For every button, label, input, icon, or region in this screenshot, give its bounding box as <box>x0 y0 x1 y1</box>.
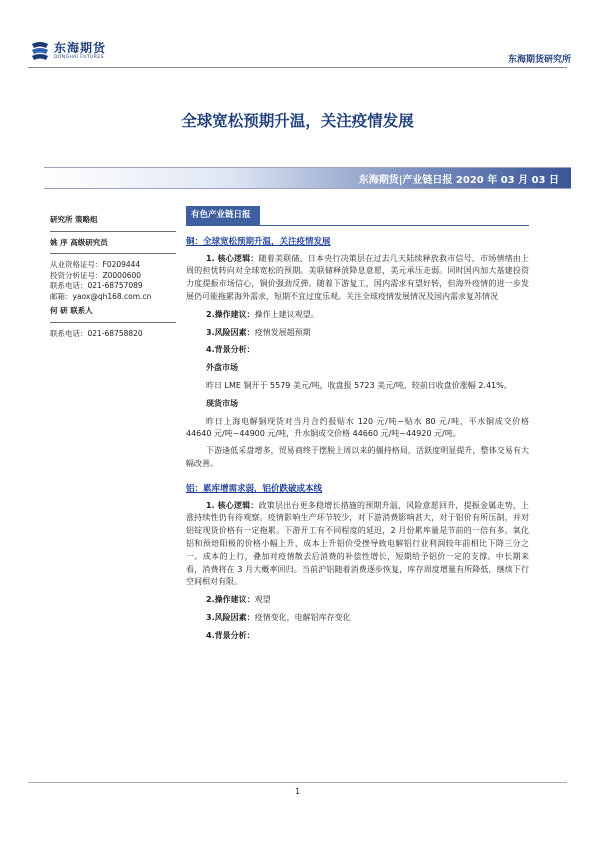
aluminum-heading[interactable]: 铝：累库增需求弱，铝价跌破成本线 <box>186 483 323 494</box>
copper-advice-text: 操作上建议观望。 <box>254 309 319 319</box>
copper-risk <box>206 327 529 340</box>
company-logo <box>30 40 106 62</box>
copper-core-logic <box>186 253 529 304</box>
copper-spot-market-head: 现货市场 <box>206 398 238 408</box>
sidebar-divider <box>50 322 176 323</box>
aluminum-advice-label: 2.操作建议： <box>206 595 255 605</box>
copper-background <box>206 344 529 357</box>
aluminum-risk-text: 疫情变化，电解铝库存变化 <box>254 612 351 622</box>
section-label: 有色产业链日报 <box>186 206 260 225</box>
aluminum-background <box>206 630 529 643</box>
copper-core-label: 1. 核心逻辑： <box>206 253 259 263</box>
aluminum-core-text: 政策层出台更多稳增长措施的预期升温，风险意愿回升，提振金属走势，上涨持续性仍有待观察。疫情影响生产环节较少，对下游消费影响甚大，对于铝价有所压制，并对铝锭现货价格有一定拖累。下游开工有不同程度的延迟，2 月份累库量是节前的一倍有多。氧化铝和预焙阳极的价格小幅上升，成本上升铝价受挫导致电解铝行业利润较年前相比下降三分之一。成本的上行，叠加对疫情散去后消费的补偿性增长，短期给予铝价一定的支撑。中长期来看，消费将在 3 月大概率回归。当前沪铝随着消费逐步恢复，库存周度增量有所降低，继续下行空间相对有限。 <box>186 500 529 587</box>
copper-advice <box>206 309 529 322</box>
logo-text-en: DONGHAI FUTURES <box>54 54 104 60</box>
header-institute: 东海期货研究所 <box>507 55 571 65</box>
aluminum-advice <box>206 594 529 607</box>
analyst-detail: 联系电话：021-68757089 <box>50 281 143 290</box>
aluminum-advice-text: 观望 <box>254 595 271 605</box>
analyst-head: 姚 序 高级研究员 <box>50 237 108 247</box>
contact-head: 何 研 联系人 <box>50 306 93 315</box>
copper-heading[interactable]: 铜：全球宽松预期升温，关注疫情发展 <box>186 236 331 247</box>
copper-core-text: 随着美联储、日本央行决策层在过去几天陆续释放救市信号，市场情绪由上周的担忧转向对全球宽松的预期。美联储释放降息意愿，美元承压走弱。同时国内加大基建投资力度提振市场信心，铜价强劲反弹。随着下游复工，国内需求有望好转，但海外疫情的进一步发展仍可能拖累海外需求，短期不宜过度乐观。关注全球疫情发展情况及国内需求复苏情况 <box>186 253 529 301</box>
logo-text-cn: 东海期货 <box>54 40 107 55</box>
copper-risk-text: 疫情发展超预期 <box>254 327 311 337</box>
aluminum-core-label: 1. 核心逻辑： <box>206 500 259 510</box>
copper-spot-text-2: 下游逢低采盘增多，贸易商终于摆脱上周以来的僵持格局，活跃度明显提升，整体交易有大幅改善。 <box>186 446 529 468</box>
aluminum-risk <box>206 612 529 625</box>
sidebar-divider <box>50 231 176 232</box>
research-group-head: 研究所 策略组 <box>50 215 98 224</box>
aluminum-bg-label: 4.背景分析： <box>206 630 255 640</box>
report-title: 全球宽松预期升温，关注疫情发展 <box>181 112 414 130</box>
report-body <box>186 206 529 643</box>
analyst-detail: 从业资格证号：F0209444 <box>50 260 141 269</box>
aluminum-risk-label: 3.风险因素： <box>206 612 255 622</box>
copper-outer-market-text: 昨日 LME 铜开于 5579 美元/吨，收盘报 5723 美元/吨，较前日收盘价涨幅 2.41%。 <box>206 380 512 390</box>
copper-outer-market-head: 外盘市场 <box>206 363 238 373</box>
copper-advice-label: 2.操作建议： <box>206 309 255 319</box>
copper-spot-text-1: 昨日上海电解铜现货对当月合约报贴水 120 元/吨~贴水 80 元/吨，平水铜成交价格 44640 元/吨~44900 元/吨，升水铜成交价格 44660 元/吨~44920 元/吨。 <box>186 416 529 439</box>
page-number: 1 <box>294 787 301 796</box>
copper-risk-label: 3.风险因素： <box>206 327 255 337</box>
header-divider <box>28 67 567 68</box>
sidebar-divider <box>50 253 176 254</box>
wave-logo-icon <box>30 40 50 62</box>
analyst-detail: 投资分析证号：Z0000600 <box>50 270 142 280</box>
aluminum-core-logic <box>186 500 529 590</box>
section-rule <box>186 225 529 226</box>
report-date-label: 东海期货|产业链日报 2020 年 03 月 03 日 <box>358 175 559 186</box>
footer-divider <box>28 782 567 783</box>
contact-detail: 联系电话：021-68758820 <box>50 328 143 338</box>
copper-bg-label: 4.背景分析： <box>206 345 255 355</box>
analyst-email: 邮箱：yaox@qh168.com.cn <box>50 291 152 301</box>
report-info-bar <box>44 167 571 189</box>
author-sidebar <box>50 215 176 339</box>
